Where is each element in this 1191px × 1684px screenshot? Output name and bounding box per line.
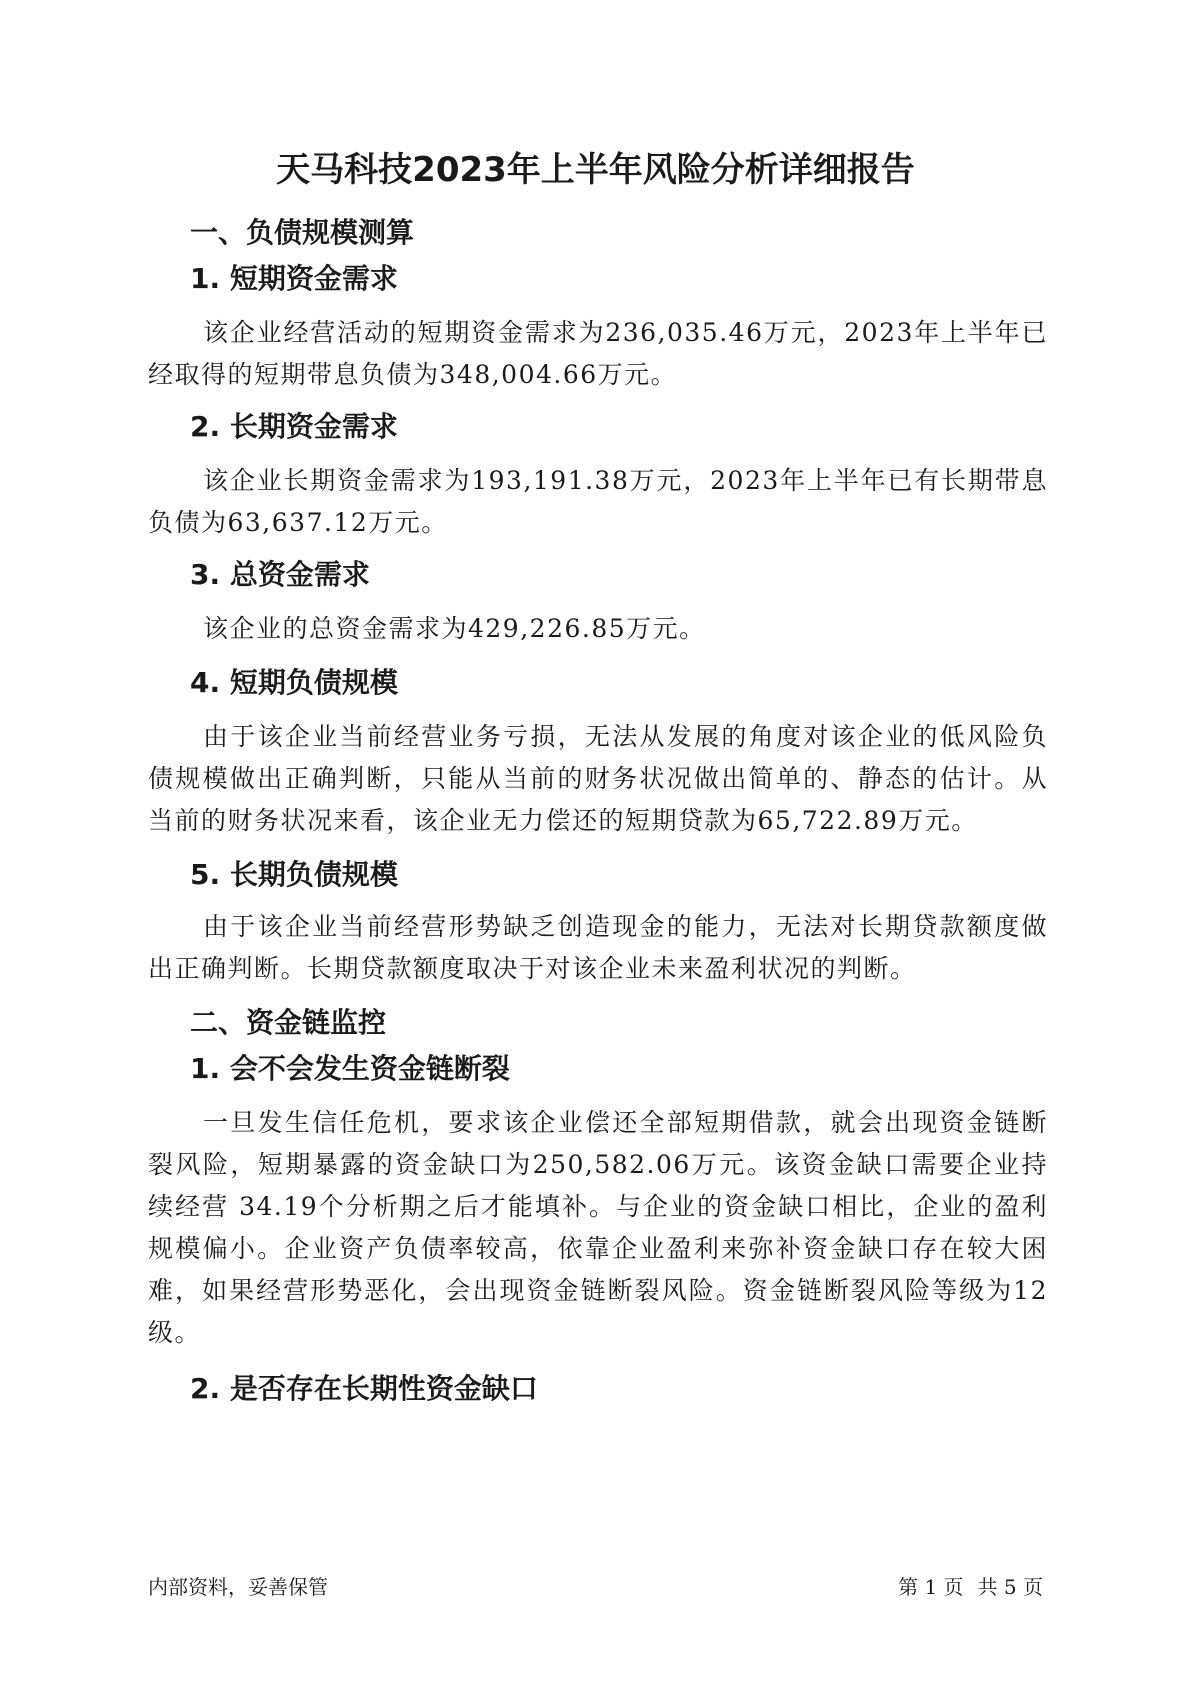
document-title: 天马科技2023年上半年风险分析详细报告: [276, 150, 915, 190]
subsection-heading-total-funding: 3. 总资金需求: [190, 558, 370, 591]
subsection-heading-short-term-debt: 4. 短期负债规模: [190, 666, 398, 699]
footer-page-info: [898, 1574, 1043, 1600]
paragraph-long-term-funding: 该企业长期资金需求为193,191.38万元，2023年上半年已有长期带息负债为63,637.12万元。: [148, 466, 1048, 537]
footer-confidential-note: 内部资料，妥善保管: [148, 1575, 328, 1599]
section-heading-funding-chain: 二、资金链监控: [190, 1006, 387, 1039]
paragraph-chain-break: 一旦发生信任危机，要求该企业偿还全部短期借款，就会出现资金链断裂风险，短期暴露的资金缺口为250,582.06万元。该资金缺口需要企业持续经营 34.19个分析期之后才能填补。与企业的资金缺口相比，企业的盈利规模偏小。企业资产负债率较高，依靠企业盈利来弥补资金缺口存在较大困难，如果经营形势恶化，会出现资金链断裂风险。资金链断裂风险等级为12级。: [148, 1108, 1048, 1347]
subsection-heading-long-term-funding: 2. 长期资金需求: [190, 410, 398, 443]
paragraph-short-term-funding: 该企业经营活动的短期资金需求为236,035.46万元，2023年上半年已经取得的短期带息负债为348,004.66万元。: [148, 318, 1048, 389]
section-heading-debt-scale: 一、负债规模测算: [190, 216, 415, 249]
paragraph-long-term-debt: 由于该企业当前经营形势缺乏创造现金的能力，无法对长期贷款额度做出正确判断。长期贷款额度取决于对该企业未来盈利状况的判断。: [148, 912, 1048, 983]
paragraph-short-term-debt: 由于该企业当前经营业务亏损，无法从发展的角度对该企业的低风险负债规模做出正确判断，只能从当前的财务状况做出简单的、静态的估计。从当前的财务状况来看，该企业无力偿还的短期贷款为65,722.89万元。: [148, 722, 1048, 835]
subsection-heading-chain-break: 1. 会不会发生资金链断裂: [190, 1052, 510, 1085]
subsection-heading-long-term-debt: 5. 长期负债规模: [190, 858, 398, 891]
subsection-heading-short-term-funding: 1. 短期资金需求: [190, 262, 398, 295]
paragraph-total-funding: 该企业的总资金需求为429,226.85万元。: [203, 614, 706, 643]
footer-total-pages: 共 5 页: [977, 1575, 1043, 1599]
subsection-heading-long-term-gap: 2. 是否存在长期性资金缺口: [190, 1372, 538, 1405]
footer-page-number: 第 1 页: [898, 1575, 964, 1599]
